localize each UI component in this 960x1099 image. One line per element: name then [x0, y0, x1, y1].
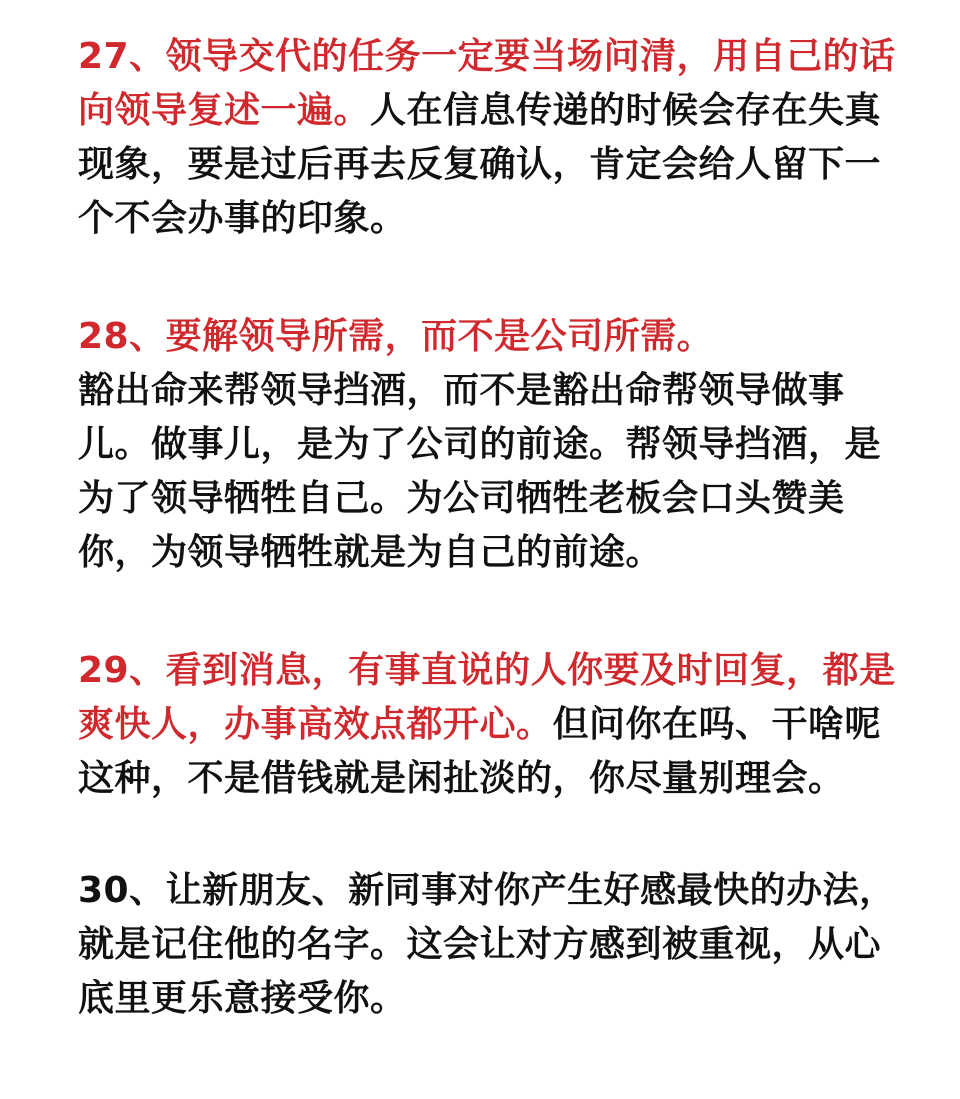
tip-29 [78, 644, 900, 806]
tip-27-body: 人在信息传递的时候会存在失真现象，要是过后再去反复确认，肯定会给人留下一个不会办事的印象。 [78, 90, 882, 239]
tip-30 [78, 864, 900, 1026]
tip-28-body: 豁出命来帮领导挡酒，而不是豁出命帮领导做事儿。做事儿，是为了公司的前途。帮领导挡酒，是为了领导牺牲自己。为公司牺牲老板会口头赞美你，为领导牺牲就是为自己的前途。 [78, 370, 882, 573]
tip-29-highlight: 29、看到消息，有事直说的人你要及时回复，都是爽快人，办事高效点都开心。 [78, 650, 896, 745]
tip-28 [78, 310, 900, 580]
tip-27 [78, 30, 900, 246]
tip-29-body: 但问你在吗、干啥呢这种，不是借钱就是闲扯淡的，你尽量别理会。 [78, 704, 882, 799]
tip-27-highlight: 27、领导交代的任务一定要当场问清，用自己的话向领导复述一遍。 [78, 36, 896, 131]
tip-28-highlight: 28、要解领导所需，而不是公司所需。 [78, 316, 714, 357]
tip-30-body: 30、让新朋友、新同事对你产生好感最快的办法，就是记住他的名字。这会让对方感到被重视，从心底里更乐意接受你。 [78, 870, 896, 1019]
